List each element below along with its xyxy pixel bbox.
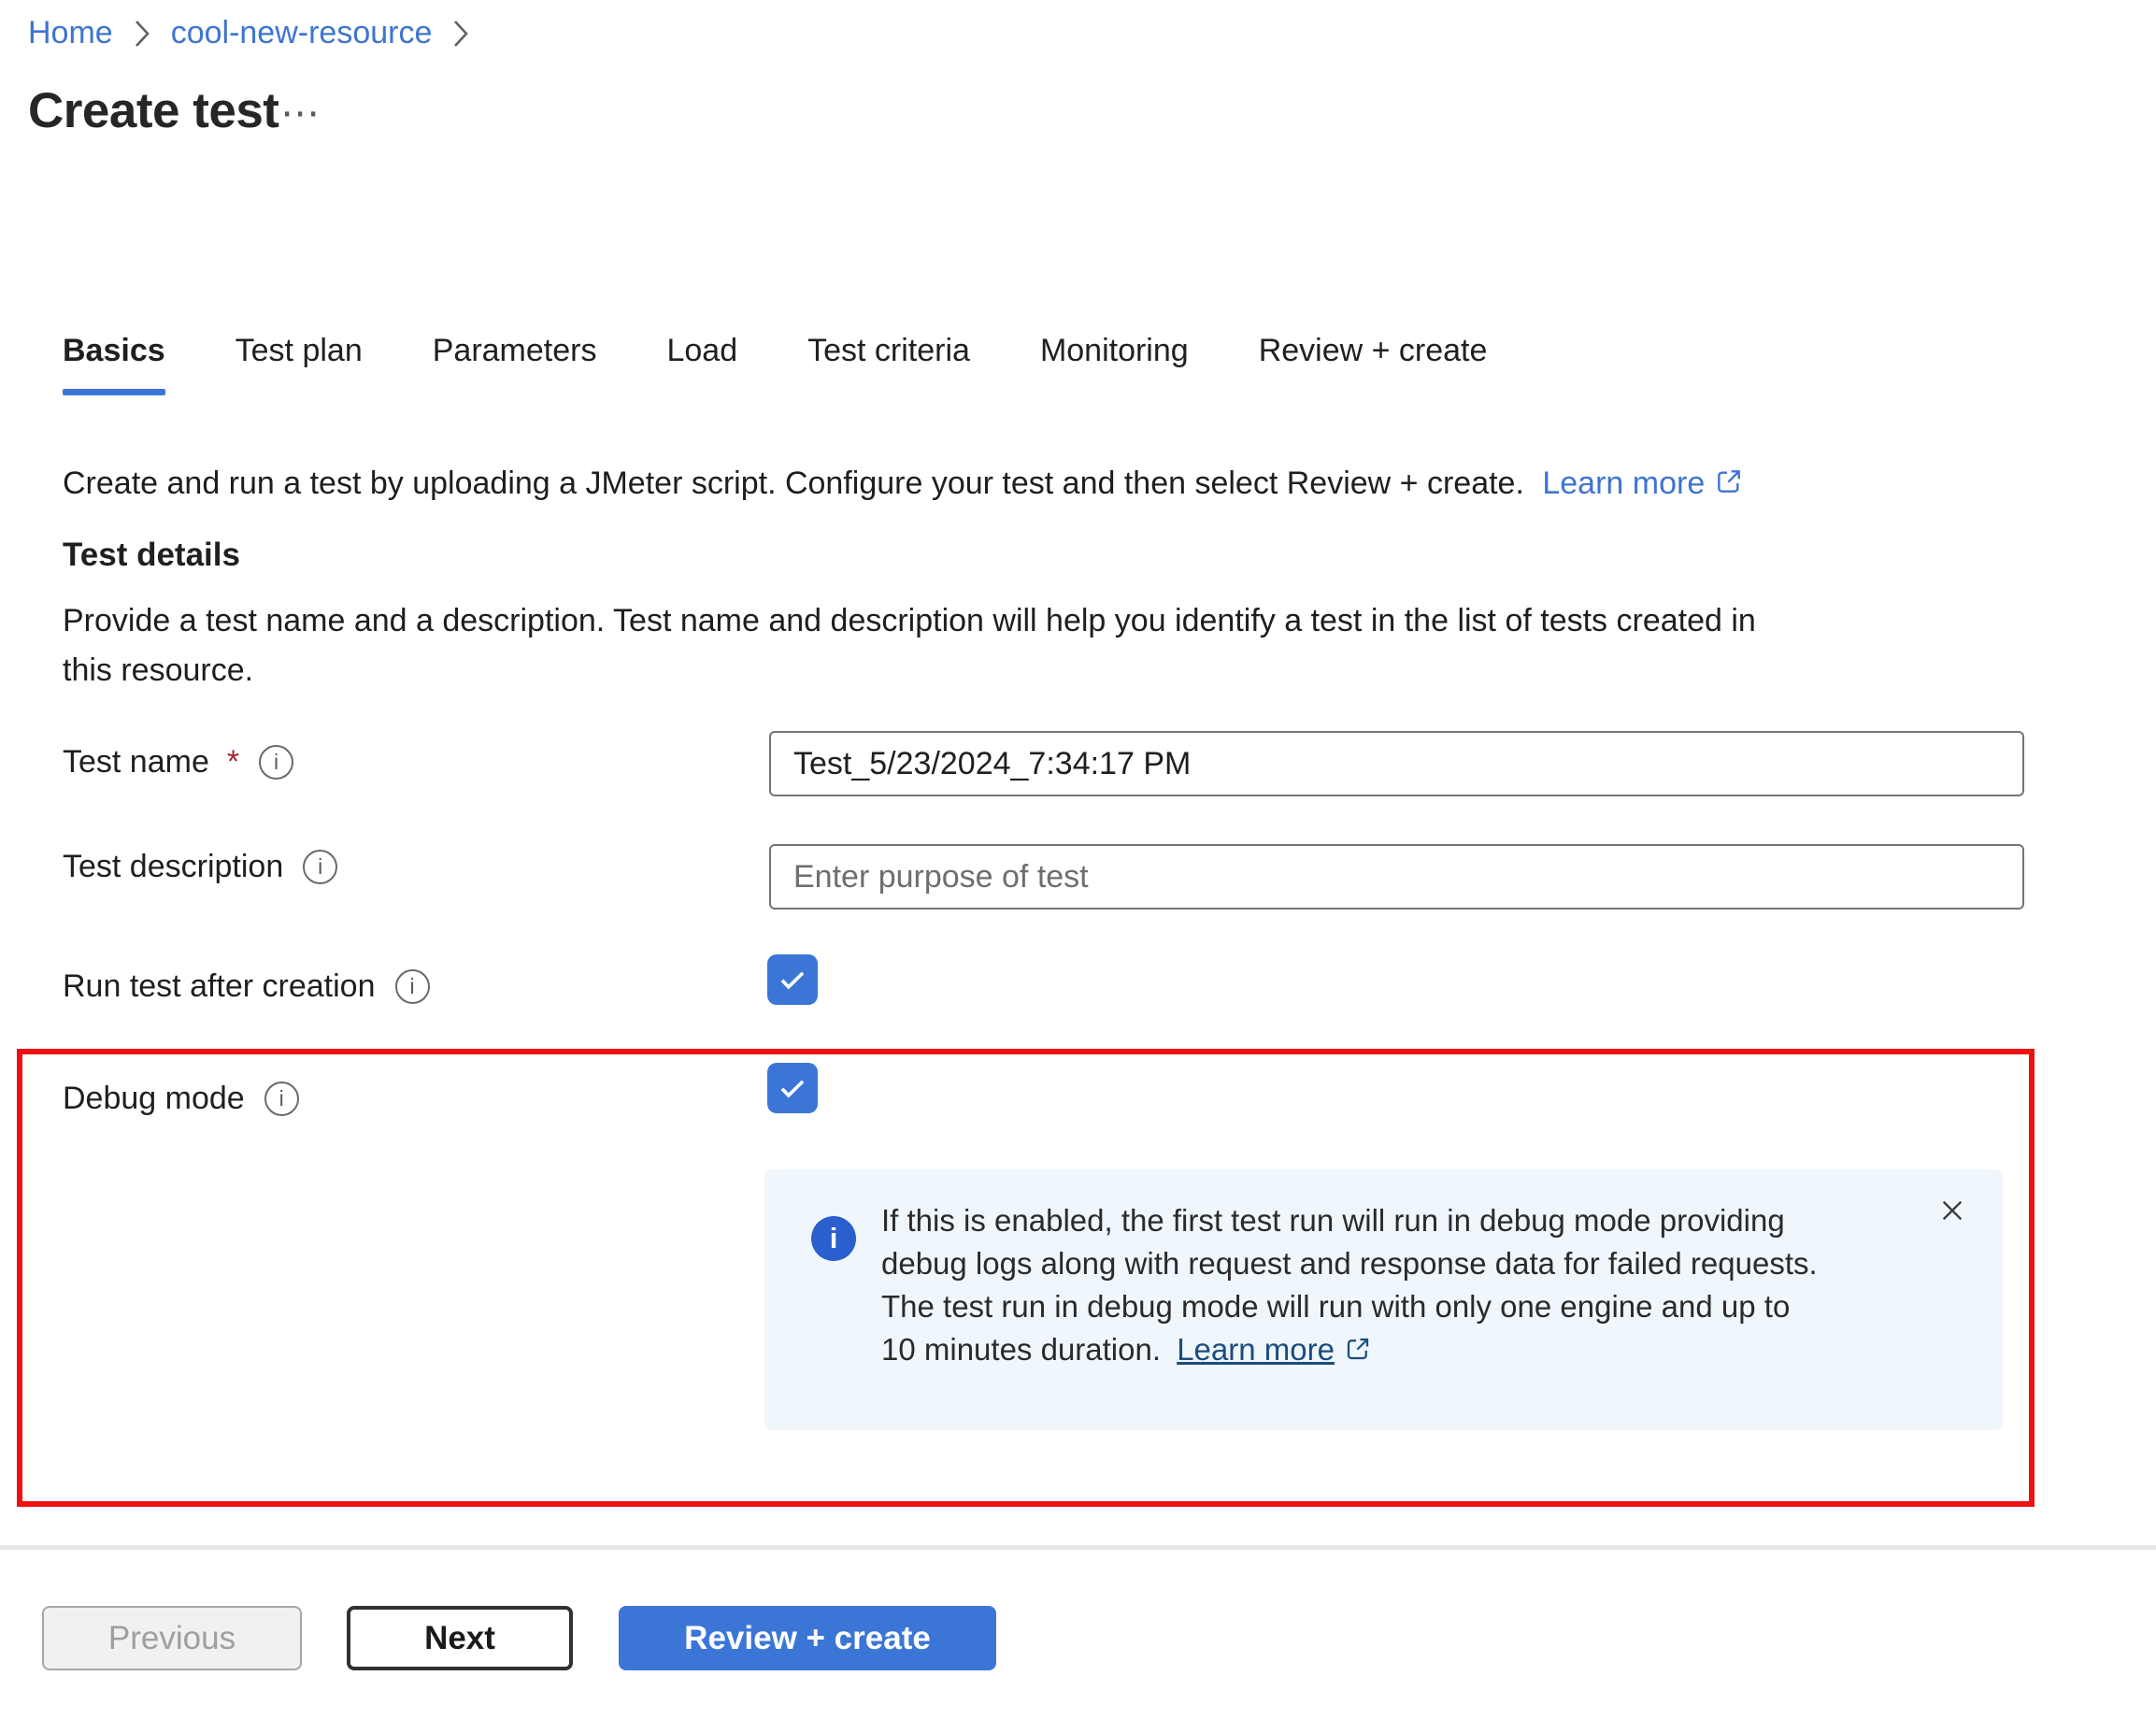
debug-mode-row	[63, 1081, 299, 1117]
tab-parameters[interactable]	[433, 333, 597, 395]
banner-line: 10 minutes duration. Learn more	[881, 1328, 1818, 1374]
info-icon[interactable]: i	[259, 745, 293, 780]
tab-review-create[interactable]	[1259, 333, 1488, 395]
breadcrumb	[28, 15, 471, 51]
test-name-label: Test name	[63, 744, 209, 780]
chevron-right-icon	[450, 18, 471, 50]
test-details-heading: Test details	[63, 537, 240, 573]
debug-mode-checkbox[interactable]	[767, 1063, 818, 1113]
footer-divider	[0, 1545, 2156, 1550]
test-description-label: Test description	[63, 849, 284, 884]
run-test-after-creation-row	[63, 968, 430, 1005]
tab-test-criteria[interactable]	[807, 333, 970, 395]
banner-learn-more-link[interactable]: Learn more	[1177, 1332, 1335, 1367]
banner-line: If this is enabled, the first test run will run in debug mode providing	[881, 1203, 1785, 1238]
more-menu-icon[interactable]: ⋯	[280, 91, 322, 135]
review-create-button[interactable]: Review + create	[619, 1606, 996, 1670]
previous-button[interactable]: Previous	[42, 1606, 302, 1670]
required-marker: *	[226, 744, 240, 780]
info-icon[interactable]: i	[395, 969, 430, 1004]
breadcrumb-resource-link[interactable]: cool-new-resource	[170, 15, 433, 50]
banner-line: debug logs along with request and response data for failed requests.	[881, 1246, 1818, 1281]
active-tab-underline	[63, 389, 165, 395]
debug-mode-label: Debug mode	[63, 1081, 245, 1116]
tab-test-plan[interactable]	[236, 333, 363, 395]
banner-line: The test run in debug mode will run with only one engine and up to	[881, 1289, 1791, 1324]
run-test-after-creation-checkbox[interactable]	[767, 954, 818, 1005]
tab-label: Load	[666, 333, 738, 368]
external-link-icon	[1714, 466, 1744, 505]
tab-basics[interactable]	[63, 333, 165, 395]
chevron-right-icon	[132, 18, 152, 50]
tab-label: Test criteria	[807, 333, 970, 368]
debug-mode-info-banner	[764, 1169, 2003, 1430]
tab-label: Monitoring	[1039, 333, 1189, 368]
intro-line	[63, 466, 1744, 505]
tab-label: Basics	[63, 333, 165, 368]
close-icon[interactable]	[1937, 1196, 1967, 1225]
test-description-row	[63, 849, 337, 885]
tab-label: Test plan	[235, 333, 363, 368]
intro-text: Create and run a test by uploading a JMeter script. Configure your test and then select Review + create.	[63, 466, 1524, 501]
page-title: Create test	[28, 83, 279, 138]
tab-bar	[63, 333, 1557, 395]
description-line: Provide a test name and a description. Test name and description will help you identify a test in the list of tests created in	[63, 603, 1756, 638]
test-details-description	[63, 596, 1756, 695]
breadcrumb-home-link[interactable]: Home	[28, 15, 113, 50]
info-icon[interactable]: i	[303, 850, 337, 884]
test-name-row	[63, 744, 293, 781]
test-name-input[interactable]	[769, 731, 2024, 796]
tab-label: Review + create	[1258, 333, 1488, 368]
next-button[interactable]: Next	[347, 1606, 573, 1670]
info-filled-icon: i	[811, 1216, 856, 1261]
description-line: this resource.	[63, 652, 254, 688]
info-icon[interactable]: i	[264, 1082, 299, 1116]
tab-label: Parameters	[432, 333, 597, 368]
test-description-input[interactable]	[769, 844, 2024, 910]
external-link-icon	[1344, 1331, 1372, 1374]
checkmark-icon	[775, 962, 810, 997]
tab-monitoring[interactable]	[1040, 333, 1189, 395]
banner-text	[881, 1199, 1818, 1374]
checkmark-icon	[775, 1070, 810, 1106]
run-test-after-creation-label: Run test after creation	[63, 968, 376, 1004]
intro-learn-more-link[interactable]: Learn more	[1542, 466, 1706, 501]
tab-load[interactable]	[666, 333, 737, 395]
